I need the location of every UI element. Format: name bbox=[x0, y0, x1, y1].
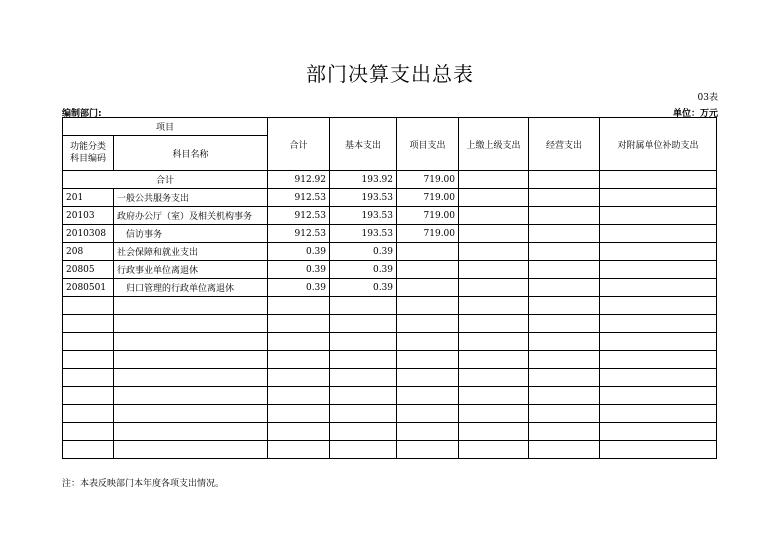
row-total: 912.53 bbox=[268, 189, 330, 207]
row-name: 行政事业单位离退休 bbox=[114, 261, 268, 279]
table-row bbox=[63, 207, 717, 225]
row-basic: 193.53 bbox=[330, 225, 397, 243]
row-basic: 0.39 bbox=[330, 279, 397, 297]
table-row bbox=[63, 243, 717, 261]
row-total: 912.53 bbox=[268, 225, 330, 243]
header-code: 功能分类科目编码 bbox=[63, 136, 114, 171]
row-name: 信访事务 bbox=[114, 225, 268, 243]
row-code: 20805 bbox=[63, 261, 114, 279]
row-basic: 0.39 bbox=[330, 261, 397, 279]
row-total: 912.53 bbox=[268, 207, 330, 225]
header-business: 经营支出 bbox=[529, 118, 600, 171]
row-basic: 193.53 bbox=[330, 207, 397, 225]
total-row bbox=[63, 171, 717, 189]
header-total: 合计 bbox=[268, 118, 330, 171]
row-total: 0.39 bbox=[268, 243, 330, 261]
row-project: 719.00 bbox=[397, 207, 459, 225]
unit-label: 单位：万元 bbox=[672, 109, 718, 119]
row-name: 政府办公厅（室）及相关机构事务 bbox=[114, 207, 268, 225]
empty-row bbox=[63, 315, 717, 333]
footnote: 注：本表反映部门本年度各项支出情况。 bbox=[62, 479, 225, 489]
header-project: 项目支出 bbox=[397, 118, 459, 171]
row-code: 208 bbox=[63, 243, 114, 261]
row-code: 2010308 bbox=[63, 225, 114, 243]
row-code: 20103 bbox=[63, 207, 114, 225]
header-subsidy: 对附属单位补助支出 bbox=[600, 118, 717, 171]
header-upper: 上缴上级支出 bbox=[459, 118, 529, 171]
table-row bbox=[63, 261, 717, 279]
report-title: 部门决算支出总表 bbox=[306, 62, 474, 86]
table-row bbox=[63, 225, 717, 243]
row-project bbox=[397, 279, 459, 297]
row-basic: 0.39 bbox=[330, 243, 397, 261]
total-basic: 193.92 bbox=[330, 171, 397, 189]
row-project: 719.00 bbox=[397, 189, 459, 207]
empty-row bbox=[63, 297, 717, 315]
row-name: 一般公共服务支出 bbox=[114, 189, 268, 207]
total-project: 719.00 bbox=[397, 171, 459, 189]
empty-row bbox=[63, 387, 717, 405]
empty-row bbox=[63, 405, 717, 423]
header-name: 科目名称 bbox=[114, 136, 268, 171]
empty-row bbox=[63, 333, 717, 351]
empty-row bbox=[63, 423, 717, 441]
row-project: 719.00 bbox=[397, 225, 459, 243]
table-row bbox=[63, 189, 717, 207]
header-item: 项目 bbox=[63, 118, 268, 136]
header-basic: 基本支出 bbox=[330, 118, 397, 171]
empty-row bbox=[63, 351, 717, 369]
row-name: 社会保障和就业支出 bbox=[114, 243, 268, 261]
row-project bbox=[397, 261, 459, 279]
row-basic: 193.53 bbox=[330, 189, 397, 207]
form-number: 03表 bbox=[697, 93, 718, 103]
empty-row bbox=[63, 369, 717, 387]
expenditure-table bbox=[62, 117, 717, 459]
total-label: 合计 bbox=[63, 171, 268, 189]
row-code: 201 bbox=[63, 189, 114, 207]
empty-row bbox=[63, 441, 717, 459]
row-total: 0.39 bbox=[268, 279, 330, 297]
dept-label: 编制部门: bbox=[62, 109, 102, 119]
table-row bbox=[63, 279, 717, 297]
row-code: 2080501 bbox=[63, 279, 114, 297]
row-name: 归口管理的行政单位离退休 bbox=[114, 279, 268, 297]
total-total: 912.92 bbox=[268, 171, 330, 189]
row-project bbox=[397, 243, 459, 261]
row-total: 0.39 bbox=[268, 261, 330, 279]
